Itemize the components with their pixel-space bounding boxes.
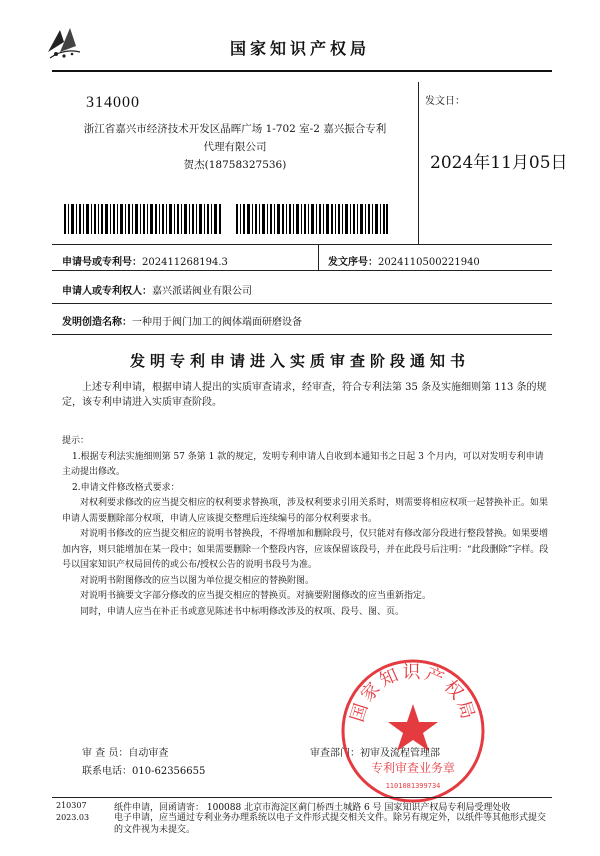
document-number: 2024110500221940 bbox=[378, 257, 480, 268]
official-seal-stamp bbox=[338, 656, 488, 806]
notice-body: 上述专利申请，根据申请人提出的实质审查请求，经审查，符合专利法第 35 条及实施细则第 113 条的规定，该专利申请进入实质审查阶段。 bbox=[62, 382, 547, 408]
footer-electronic-notice: 电子申请，应当通过专利业务办理系统以电子文件形式提交相关文件。除另有规定外，以纸件等其他形式提交的文件视为未提交。 bbox=[114, 813, 547, 835]
address-divider bbox=[418, 82, 419, 244]
form-date: 2023.03 bbox=[56, 813, 90, 822]
tip-line: 对说明书附图修改的应当以图为单位提交相应的替换附图。 bbox=[80, 575, 315, 586]
send-date: 2024年11月05日 bbox=[430, 153, 568, 173]
footer-rule bbox=[52, 797, 552, 798]
document-number-label: 发文序号： bbox=[328, 257, 378, 268]
examiner-name: 自动审查 bbox=[128, 748, 169, 759]
phone-field bbox=[82, 762, 205, 777]
header-rule bbox=[52, 70, 552, 72]
postcode: 314000 bbox=[86, 94, 140, 111]
svg-text:国家知识产权局: 国家知识产权局 bbox=[346, 662, 480, 725]
applicant-label: 申请人或专利权人： bbox=[62, 286, 152, 297]
tip-line: 对说明书修改的应当提交相应的说明书替换段，不得增加和删除段号，仅只能对有修改部分段进行整段替换。如果要增加内容，则只能增加在某一段中；如果需要删除一个整段内容，应该保留该段号，并在此段号后注明：“此段删除”字样。段号以国家知识产权局回传的或公布/授权公告的说明书段号为准。 bbox=[62, 529, 549, 570]
application-number: 202411268194.3 bbox=[142, 257, 228, 268]
contact-person: 贺杰(18758327536) bbox=[183, 159, 287, 171]
applicant-name: 嘉兴派诺阀业有限公司 bbox=[152, 286, 252, 297]
application-number-label: 申请号或专利号： bbox=[62, 257, 142, 268]
tips-heading: 提示： bbox=[62, 436, 90, 446]
notice-title: 发明专利申请进入实质审查阶段通知书 bbox=[129, 352, 470, 370]
fields-rule-2 bbox=[52, 270, 552, 271]
org-title: 国家知识产权局 bbox=[229, 39, 370, 58]
footer-mail-notice: 纸件申请，回函请寄： 100088 北京市海淀区蓟门桥西土城路 6 号 国家知识产权局专利局受理处收 bbox=[114, 803, 511, 813]
examiner-field bbox=[82, 744, 168, 759]
department-label: 审查部门： bbox=[310, 748, 360, 759]
form-code: 210307 bbox=[56, 801, 87, 810]
recipient-address bbox=[70, 120, 400, 174]
barcode-right bbox=[236, 204, 388, 234]
tip-line: 同时，申请人应当在补正书或意见陈述书中标明修改涉及的权项、段号、图、页。 bbox=[80, 606, 405, 617]
tip-line: 1.根据专利法实施细则第 57 条第 1 款的规定，发明专利申请人自收到本通知书之日起 3 个月内，可以对发明专利申请主动提出修改。 bbox=[62, 451, 544, 477]
department-name: 初审及流程管理部 bbox=[360, 748, 440, 759]
examiner-label: 审 查 员： bbox=[82, 748, 129, 759]
fields-bottom-rule bbox=[52, 334, 552, 335]
invention-field bbox=[62, 313, 302, 328]
barcode-left bbox=[64, 204, 222, 234]
tip-line: 2.申请文件修改格式要求： bbox=[72, 482, 180, 493]
tip-line: 对权利要求修改的应当提交相应的权利要求替换项，涉及权利要求引用关系时，则需要将相应权项一起替换补正。如果申请人需要删除部分权项，申请人应该提交整理后连续编号的部分权利要求书。 bbox=[62, 498, 549, 524]
invention-name: 一种用于阀门加工的阀体端面研磨设备 bbox=[132, 317, 302, 328]
fields-divider bbox=[318, 244, 319, 270]
phone-number: 010-62356655 bbox=[132, 766, 206, 777]
applicant-field bbox=[62, 282, 252, 297]
document-number-field bbox=[328, 253, 480, 268]
address-line-1: 浙江省嘉兴市经济技术开发区晶晖广场 1-702 室-2 嘉兴振合专利 bbox=[83, 123, 387, 135]
svg-text:1101081399734: 1101081399734 bbox=[385, 782, 441, 790]
phone-label: 联系电话： bbox=[82, 766, 132, 777]
fields-top-rule bbox=[52, 244, 552, 245]
application-number-field bbox=[62, 253, 228, 268]
tips-section bbox=[62, 434, 552, 620]
svg-text:专利审查业务章: 专利审查业务章 bbox=[370, 761, 456, 775]
invention-label: 发明创造名称： bbox=[62, 317, 132, 328]
send-date-label: 发文日： bbox=[425, 96, 465, 107]
address-line-2: 代理有限公司 bbox=[203, 141, 267, 153]
tip-line: 对说明书摘要文字部分修改的应当提交相应的替换页。对摘要附图修改的应当重新指定。 bbox=[80, 591, 432, 601]
fields-rule-3 bbox=[52, 303, 552, 304]
